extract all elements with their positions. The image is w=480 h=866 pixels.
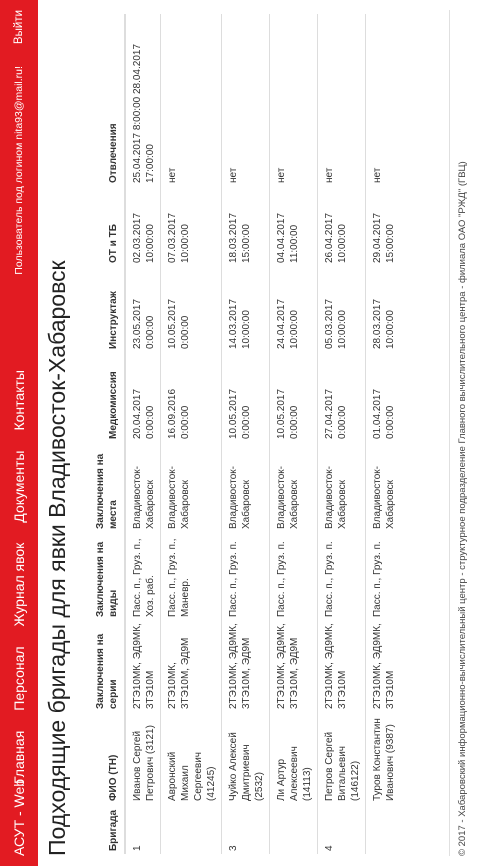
cell-series: 2ТЭ10МК, ЭД9МК, 3ТЭ10М [318, 620, 366, 712]
cell-series: 2ТЭ10МК, 3ТЭ10М, ЭД9М [161, 620, 222, 712]
cell-series: 2ТЭ10МК, ЭД9МК, 3ТЭ10М [132, 623, 156, 709]
table-header [92, 14, 125, 854]
cell-name: Ли Артур Алексеевич (14113) [270, 712, 318, 804]
col-header-absences: Отвлечения [92, 14, 125, 186]
cell-series: 2ТЭ10МК, ЭД9МК, 3ТЭ10М, ЭД9М [222, 620, 270, 712]
top-navbar [0, 0, 38, 866]
table-header-row [92, 14, 125, 854]
cell-brigade [270, 804, 318, 854]
table-row [366, 14, 401, 854]
col-header-name: ФИО (ТН) [92, 712, 125, 804]
logout-link[interactable]: Выйти [13, 10, 25, 45]
nav-link-attendance-log[interactable]: Журнал явок [11, 542, 27, 627]
brand-link[interactable]: АСУТ - Web [11, 778, 27, 856]
page-footer: © 2017 - Хабаровский информационно-вычислительный центр - структурное подразделение Главного вычислительного центра - филиала ОАО "РЖД" (ГВЦ) [449, 10, 468, 856]
cell-series: 2ТЭ10МК, ЭД9МК, 3ТЭ10М, ЭД9М [270, 620, 318, 712]
cell-brigade [366, 804, 401, 854]
table-row [318, 14, 366, 854]
cell-name: Авронский Михаил Сергеевич (41245) [161, 712, 222, 804]
cell-brigade: 1 [132, 845, 143, 851]
nav-link-home[interactable]: Главная [11, 730, 27, 784]
cell-absences: нет [161, 14, 222, 186]
nav-user-area [13, 0, 25, 275]
cell-safety: 26.04.2017 10:00:00 [318, 186, 366, 266]
table-row [161, 14, 222, 854]
cell-brigade [161, 804, 222, 854]
nav-link-documents[interactable]: Документы [11, 450, 27, 523]
cell-briefing: 23.05.2017 0:00:00 [132, 298, 156, 349]
cell-briefing: 28.03.2017 10:00:00 [366, 266, 401, 352]
nav-menu [11, 350, 27, 784]
cell-name: Иванов Сергей Петрович (3121) [132, 725, 156, 801]
col-header-places: Заключения на места [92, 442, 125, 532]
cell-medical: 10.05.2017 0:00:00 [222, 352, 270, 442]
cell-briefing: 24.04.2017 10:00:00 [270, 266, 318, 352]
cell-medical: 10.05.2017 0:00:00 [270, 352, 318, 442]
cell-types: Пасс. п., Груз. п. [318, 532, 366, 620]
cell-absences: нет [366, 14, 401, 186]
cell-series: 2ТЭ10МК, ЭД9МК, 3ТЭ10М [366, 620, 401, 712]
table-row [125, 14, 161, 854]
cell-places: Владивосток-Хабаровск [161, 442, 222, 532]
cell-medical: 01.04.2017 0:00:00 [366, 352, 401, 442]
col-header-series: Заключения на серии [92, 620, 125, 712]
table-body [125, 14, 400, 854]
cell-places: Владивосток-Хабаровск [270, 442, 318, 532]
current-user-text[interactable]: Пользователь под логином nita93@mail.ru! [13, 66, 25, 275]
cell-medical: 16.09.2016 0:00:00 [161, 352, 222, 442]
brigades-table [92, 14, 400, 854]
cell-name: Туров Константин Иванович (9387) [366, 712, 401, 804]
table-row [270, 14, 318, 854]
cell-briefing: 05.03.2017 10:00:00 [318, 266, 366, 352]
cell-absences: 25.04.2017 8:00:00 28.04.2017 17:00:00 [132, 43, 156, 183]
cell-types: Пасс. п., Груз. п. [366, 532, 401, 620]
cell-places: Владивосток-Хабаровск [132, 466, 156, 529]
cell-places: Владивосток-Хабаровск [366, 442, 401, 532]
cell-safety: 18.03.2017 15:00:00 [222, 186, 270, 266]
col-header-briefing: Инструктаж [92, 266, 125, 352]
cell-types: Пасс. п., Груз. п., Маневр. [161, 532, 222, 620]
col-header-medical: Медкомиссия [92, 352, 125, 442]
cell-safety: 07.03.2017 10:00:00 [161, 186, 222, 266]
cell-briefing: 14.03.2017 10:00:00 [222, 266, 270, 352]
cell-brigade: 4 [318, 804, 366, 854]
cell-brigade: 3 [222, 804, 270, 854]
cell-name: Чуйко Алексей Дмитриевич (2532) [222, 712, 270, 804]
cell-safety: 04.04.2017 11:00:00 [270, 186, 318, 266]
cell-types: Пасс. п., Груз. п. [222, 532, 270, 620]
cell-briefing: 10.05.2017 0:00:00 [161, 266, 222, 352]
cell-medical: 20.04.2017 0:00:00 [132, 388, 156, 439]
cell-medical: 27.04.2017 0:00:00 [318, 352, 366, 442]
nav-link-contacts[interactable]: Контакты [11, 370, 27, 431]
col-header-brigade: Бригада [92, 804, 125, 854]
cell-places: Владивосток-Хабаровск [222, 442, 270, 532]
page-title: Подходящие бригады для явки Владивосток-Хабаровск [44, 260, 70, 856]
cell-safety: 29.04.2017 15:00:00 [366, 186, 401, 266]
cell-types: Пасс. п., Груз. п., Хоз. раб. [132, 538, 156, 617]
table-row [222, 14, 270, 854]
cell-name: Петров Сергей Витальевич (146122) [318, 712, 366, 804]
cell-safety: 02.03.2017 10:00:00 [132, 212, 156, 263]
nav-link-personnel[interactable]: Персонал [11, 646, 27, 711]
cell-types: Пасс. п., Груз. п. [270, 532, 318, 620]
cell-absences: нет [318, 14, 366, 186]
col-header-types: Заключения на виды [92, 532, 125, 620]
cell-absences: нет [270, 14, 318, 186]
cell-places: Владивосток-Хабаровск [318, 442, 366, 532]
cell-absences: нет [222, 14, 270, 186]
col-header-safety: ОТ и ТБ [92, 186, 125, 266]
